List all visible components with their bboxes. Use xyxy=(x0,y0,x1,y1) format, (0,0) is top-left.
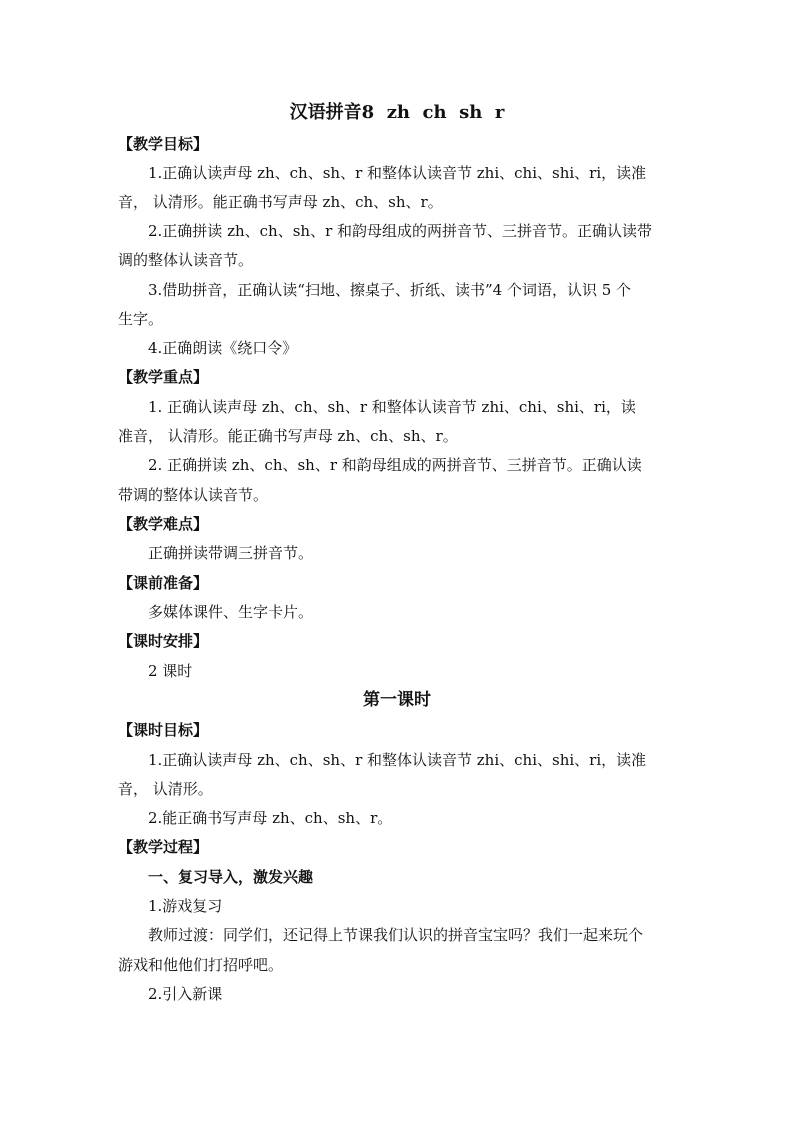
lesson-goal-1-line-1: 1.正确认读声母 zh、ch、sh、r 和整体认读音节 zhi、chi、shi、ri，读准 xyxy=(148,751,647,769)
goal-2-line-1: 2.正确拼读 zh、ch、sh、r 和韵母组成的两拼音节、三拼音节。正确认读带 xyxy=(148,222,653,240)
process-item-1: 1.游戏复习 xyxy=(148,897,223,915)
goal-2-line-2: 调的整体认读音节。 xyxy=(118,251,254,269)
key-1-line-2: 准音， 认清形。能正确书写声母 zh、ch、sh、r。 xyxy=(118,427,458,445)
key-1-line-1: 1. 正确认读声母 zh、ch、sh、r 和整体认读音节 zhi、chi、shi、ri，读 xyxy=(148,398,636,416)
goal-3-line-2: 生字。 xyxy=(118,310,164,328)
lesson-goal-2-line-1: 2.能正确书写声母 zh、ch、sh、r。 xyxy=(148,809,393,827)
key-2-line-2: 带调的整体认读音节。 xyxy=(118,486,269,504)
process-text-1-line-2: 游戏和他他们打招呼吧。 xyxy=(118,956,284,974)
lesson-goal-1-line-2: 音， 认清形。 xyxy=(118,780,213,798)
process-text-1-line-1: 教师过渡：同学们，还记得上节课我们认识的拼音宝宝吗？我们一起来玩个 xyxy=(148,926,644,944)
lesson-1-title: 第一课时 xyxy=(363,690,431,710)
prep-text: 多媒体课件、生字卡片。 xyxy=(148,603,314,621)
process-heading: 【教学过程】 xyxy=(118,838,209,856)
key-heading: 【教学重点】 xyxy=(118,368,209,386)
goal-1-line-1: 1.正确认读声母 zh、ch、sh、r 和整体认读音节 zhi、chi、shi、ri，读准 xyxy=(148,164,647,182)
difficulty-text: 正确拼读带调三拼音节。 xyxy=(148,544,314,562)
process-step-1: 一、复习导入，激发兴趣 xyxy=(148,868,314,886)
key-2-line-1: 2. 正确拼读 zh、ch、sh、r 和韵母组成的两拼音节、三拼音节。正确认读 xyxy=(148,456,642,474)
lesson-goals-heading: 【课时目标】 xyxy=(118,721,209,739)
goals-heading: 【教学目标】 xyxy=(118,135,209,153)
goal-1-line-2: 音， 认清形。能正确书写声母 zh、ch、sh、r。 xyxy=(118,193,443,211)
schedule-heading: 【课时安排】 xyxy=(118,632,209,650)
document-title: 汉语拼音8 zh ch sh r xyxy=(289,102,505,123)
prep-heading: 【课前准备】 xyxy=(118,574,209,592)
schedule-text: 2 课时 xyxy=(148,662,193,680)
goal-3-line-1: 3.借助拼音，正确认读“扫地、擦桌子、折纸、读书”4 个词语，认识 5 个 xyxy=(148,281,632,299)
difficulty-heading: 【教学难点】 xyxy=(118,515,209,533)
goal-4-line-1: 4.正确朗读《绕口令》 xyxy=(148,339,298,357)
process-item-2: 2.引入新课 xyxy=(148,985,223,1003)
